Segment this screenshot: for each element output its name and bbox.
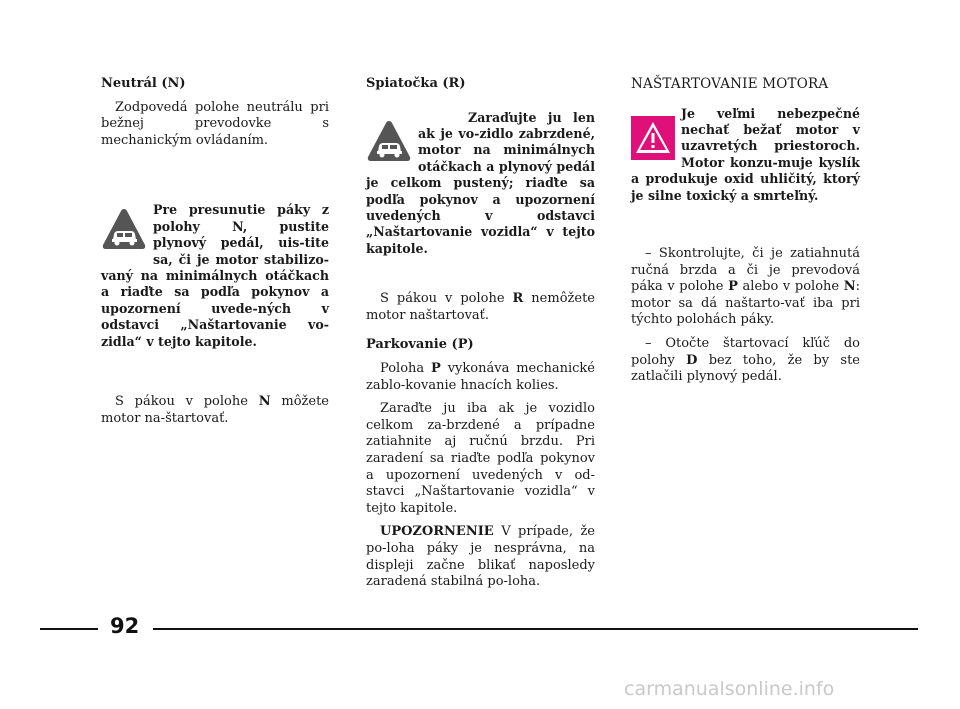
text-fragment: S pákou v polohe bbox=[380, 291, 513, 307]
text-fragment: – Otočte štartovací kľúč do polohy bbox=[631, 336, 860, 368]
key-position-d: D bbox=[686, 352, 698, 368]
footer-rule-right bbox=[153, 628, 918, 630]
text-fragment: bez toho, že by ste zatlačili plynový pedál. bbox=[631, 352, 860, 385]
warning-reverse-text: Zaraďujte ju len ak je vo-zidlo zabrzdené, motor na minimálnych otáčkach a plynový pedál je celkom pustený; riaďte sa podľa pokynov a upozornení uvedených v odstavci „Naštartovanie vozidla“ v tejto kapitole. bbox=[366, 109, 595, 256]
paragraph-neutral-desc: Zodpovedá polohe neutrálu pri bežnej prevodovke s mechanickým ovládaním. bbox=[101, 99, 329, 148]
text-fragment: V prípade, že po-loha páky je nesprávna, na displeji začne blikať naposledy zaradená stabilná po-loha. bbox=[366, 524, 595, 590]
column-reverse bbox=[366, 76, 595, 598]
paragraph-parking-brake: Zaraďte ju iba ak je vozidlo celkom za-brzdené a prípadne zatiahnite aj ručnú brzdu. Pri zaradení sa riaďte podľa pokynov a upozornení uvedených v od-stavci „Naštartovanie vozidla“ v tejto kapitole. bbox=[366, 401, 595, 516]
heading-parking: Parkovanie (P) bbox=[366, 337, 474, 353]
footer-rule-left bbox=[40, 628, 98, 630]
text-fragment: : motor sa dá naštarto-vať iba pri týchto polohách páky. bbox=[631, 279, 861, 328]
danger-warning-icon bbox=[631, 116, 675, 160]
heading-reverse: Spiatočka (R) bbox=[366, 76, 466, 91]
gear-key-n: N bbox=[843, 279, 856, 295]
text-fragment: – Skontrolujte, či je zatiahnutá ručná brzda a či je prevodová páka v polohe bbox=[631, 246, 860, 295]
warning-neutral-text: Pre presunutie páky z polohy N, pustite plynový pedál, uis-tite sa, či je motor stabilizo-vaný na minimálnych otáčkach a riaďte sa podľa pokynov a upozornení uvede-ných v odstavci „Naštartovanie vo-zidla“ v tejto kapitole. bbox=[101, 202, 329, 349]
text-fragment: alebo v polohe bbox=[737, 279, 844, 295]
car-warning-icon bbox=[366, 118, 412, 164]
heading-neutral: Neutrál (N) bbox=[101, 76, 186, 91]
warning-neutral bbox=[101, 202, 329, 350]
warning-engine-start bbox=[631, 106, 860, 204]
warning-reverse bbox=[366, 110, 595, 258]
note-label: UPOZORNENIE bbox=[380, 524, 494, 540]
car-warning-icon bbox=[101, 206, 147, 252]
paragraph-turn-key bbox=[631, 336, 860, 386]
column-engine-start bbox=[631, 76, 860, 393]
text-fragment: Poloha bbox=[380, 361, 432, 377]
text-fragment: môžete motor na-štartovať. bbox=[101, 394, 329, 426]
paragraph-reverse-start bbox=[366, 291, 595, 324]
page-number: 92 bbox=[110, 614, 140, 638]
text-fragment: vykonáva mechanické zablo-kovanie hnacích kolies. bbox=[366, 361, 595, 393]
gear-key-p: P bbox=[431, 361, 441, 377]
gear-key-p: P bbox=[728, 279, 738, 295]
text-fragment: S pákou v polohe bbox=[115, 394, 259, 410]
watermark: carmanualsonline.info bbox=[624, 678, 835, 700]
paragraph-parking-desc bbox=[366, 361, 595, 394]
gear-key-r: R bbox=[512, 291, 524, 307]
paragraph-neutral-start bbox=[101, 394, 329, 427]
warning-engine-start-text: Je veľmi nebezpečné nechať bežať motor v uzavretých priestoroch. Motor konzu-muje kyslík a produkuje oxid uhličitý, ktorý je silne toxický a smrteľný. bbox=[631, 105, 860, 203]
paragraph-check-brake bbox=[631, 246, 860, 329]
paragraph-parking-note bbox=[366, 524, 595, 590]
gear-key-n: N bbox=[258, 394, 271, 410]
text-fragment: nemôžete motor naštartovať. bbox=[366, 291, 595, 323]
heading-engine-start: NAŠTARTOVANIE MOTORA bbox=[631, 76, 829, 92]
column-neutral bbox=[101, 76, 329, 434]
